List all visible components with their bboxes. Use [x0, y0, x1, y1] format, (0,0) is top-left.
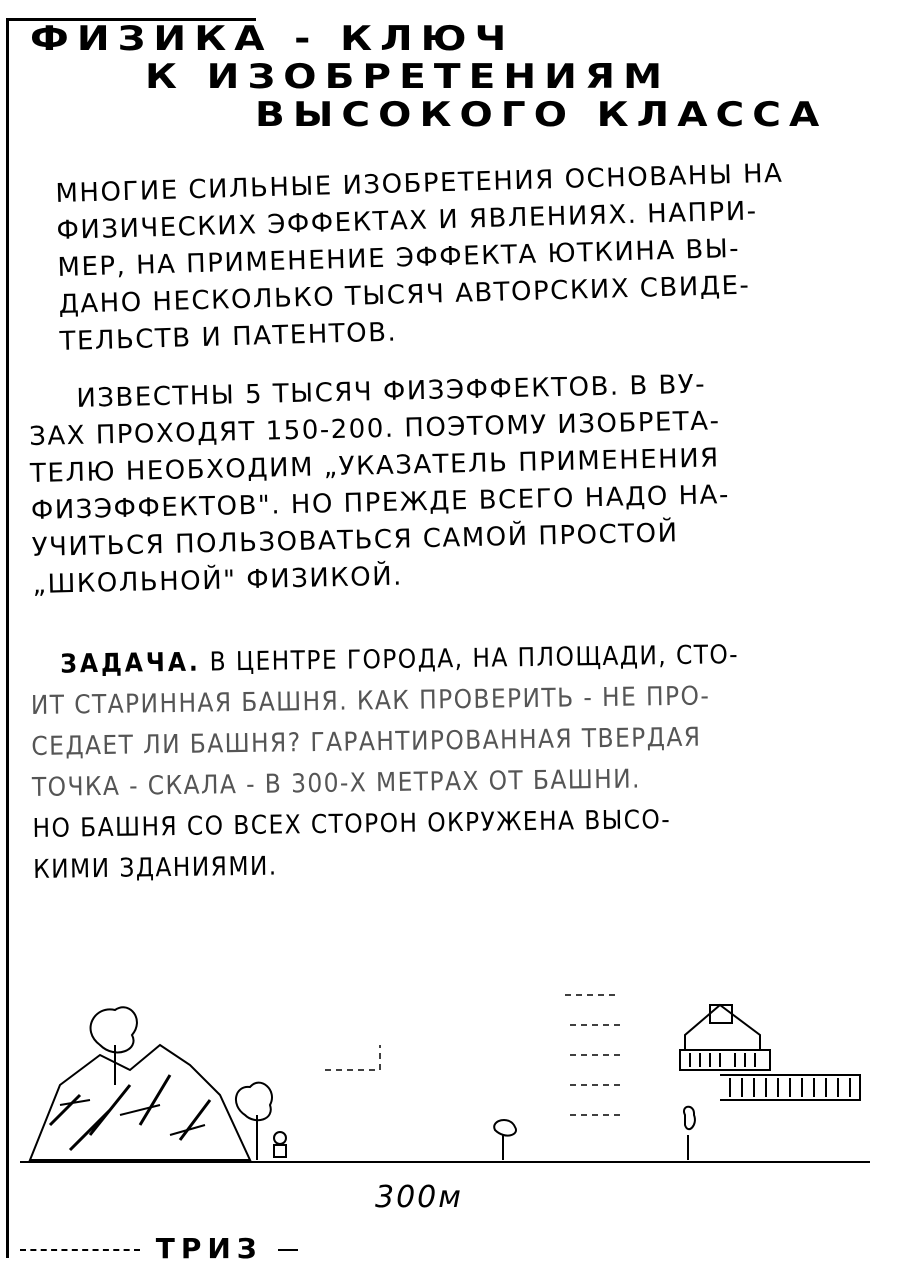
title-line-1: ФИЗИКА - КЛЮЧ	[30, 19, 515, 59]
paragraph-line: ТЕЛЮ НЕОБХОДИМ „УКАЗАТЕЛЬ ПРИМЕНЕНИЯ	[29, 443, 721, 489]
paragraph-line: ТЕЛЬСТВ И ПАТЕНТОВ.	[59, 317, 398, 357]
task-text: В ЦЕНТРЕ ГОРОДА, НА ПЛОЩАДИ, СТО-	[209, 640, 740, 678]
task-line: КИМИ ЗДАНИЯМИ.	[32, 851, 278, 885]
title-line-3: ВЫСОКОГО КЛАССА	[255, 95, 828, 135]
person-drawing	[274, 1132, 286, 1157]
task-line: ТОЧКА - СКАЛА - В 300-Х МЕТРАХ ОТ БАШНИ.	[31, 764, 642, 803]
lamp-post-drawing	[494, 1120, 516, 1160]
footer-dash-right	[278, 1249, 298, 1251]
paragraph-line: МНОГИЕ СИЛЬНЫЕ ИЗОБРЕТЕНИЯ ОСНОВАНЫ НА	[55, 158, 784, 209]
paragraph-line: „ШКОЛЬНОЙ" ФИЗИКОЙ.	[32, 561, 404, 600]
paragraph-line: УЧИТЬСЯ ПОЛЬЗОВАТЬСЯ САМОЙ ПРОСТОЙ	[31, 518, 679, 563]
tower-drawing	[680, 1005, 860, 1100]
title-line-2: К ИЗОБРЕТЕНИЯМ	[145, 57, 671, 97]
city-illustration	[20, 975, 880, 1175]
paragraph-line: ЗАХ ПРОХОДЯТ 150-200. ПОЭТОМУ ИЗОБРЕТА-	[28, 406, 721, 452]
task-line: НО БАШНЯ СО ВСЕХ СТОРОН ОКРУЖЕНА ВЫСО-	[32, 805, 672, 844]
frame-left-line	[6, 18, 9, 1258]
footer	[20, 1232, 298, 1265]
paragraph-line: ИЗВЕСТНЫ 5 ТЫСЯЧ ФИЗЭФФЕКТОВ. В ВУ-	[76, 369, 707, 414]
task-line: ИТ СТАРИННАЯ БАШНЯ. КАК ПРОВЕРИТЬ - НЕ ПРО-	[30, 681, 711, 721]
paragraph-line: МЕР, НА ПРИМЕНЕНИЕ ЭФФЕКТА ЮТКИНА ВЫ-	[57, 233, 741, 283]
task-block	[30, 635, 742, 891]
task-line: СЕДАЕТ ЛИ БАШНЯ? ГАРАНТИРОВАННАЯ ТВЕРДАЯ	[31, 722, 702, 762]
footer-label: ТРИЗ	[155, 1232, 263, 1265]
paragraph-line: ФИЗЭФФЕКТОВ". НО ПРЕЖДЕ ВСЕГО НАДО НА-	[30, 480, 731, 526]
middle-buildings	[325, 975, 620, 1115]
footer-dash-left	[20, 1249, 140, 1251]
paragraph-intro	[55, 156, 788, 361]
rock-drawing	[30, 1045, 250, 1160]
figure-near-tower	[684, 1107, 695, 1160]
task-label: ЗАДАЧА.	[60, 647, 202, 680]
paragraph-effects	[28, 366, 732, 604]
paragraph-line: ФИЗИЧЕСКИХ ЭФФЕКТАХ И ЯВЛЕНИЯХ. НАПРИ-	[56, 196, 758, 246]
paragraph-line: ДАНО НЕСКОЛЬКО ТЫСЯЧ АВТОРСКИХ СВИДЕ-	[58, 270, 751, 320]
distance-label: 300м	[375, 1180, 463, 1215]
